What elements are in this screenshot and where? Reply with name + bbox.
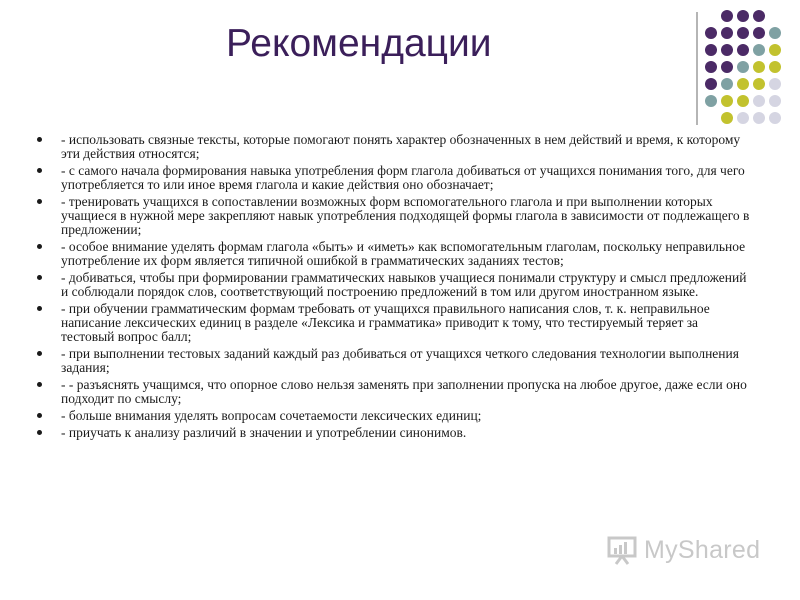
recommendation-list (36, 133, 752, 443)
list-item (36, 133, 752, 161)
decorative-dot (737, 44, 749, 56)
bullet-icon (37, 275, 42, 280)
list-item-text: - добиваться, чтобы при формировании грамматических навыков учащиеся понимали структуру и смысл предложений и соблюдали порядок слов, соответствующий построению предложений в том или другом иностранном языке. (61, 270, 747, 299)
list-item-text: - особое внимание уделять формам глагола «быть» и «иметь» как вспомогательным глаголам, поскольку неправильное употребление их форм является типичной ошибкой в грамматических заданиях тестов; (61, 239, 746, 268)
list-item (36, 409, 752, 423)
list-item-text: - при обучении грамматическим формам требовать от учащихся правильного написания слов, т. к. неправильное написание лексических единиц в разделе «Лексика и грамматика» приводит к тому, что тестируемый теряет за тестовый вопрос балл; (61, 301, 710, 344)
bullet-icon (37, 382, 42, 387)
decorative-dot (721, 78, 733, 90)
decorative-dot (737, 95, 749, 107)
list-item (36, 347, 752, 375)
list-item-text: - с самого начала формирования навыка употребления форм глагола добиваться от учащихся понимания того, для чего употребляется то или иное время глагола и какие действия оно обозначает; (61, 163, 745, 192)
decorative-dot (737, 61, 749, 73)
decorative-dot (753, 78, 765, 90)
decorative-dot (705, 61, 717, 73)
decorative-dot (705, 44, 717, 56)
decorative-dot (721, 95, 733, 107)
decorative-dot (769, 10, 781, 22)
decorative-dot (753, 61, 765, 73)
bullet-icon (37, 137, 42, 142)
decorative-dot (753, 27, 765, 39)
list-item (36, 426, 752, 440)
list-item-text: - тренировать учащихся в сопоставлении возможных форм вспомогательного глагола и при выполнении которых учащиеся в нужной мере закрепляют навык употребления подходящей формы глагола в зависимости от подлежащего в предложении; (61, 194, 750, 237)
decorative-dot (705, 95, 717, 107)
decorative-dot (705, 112, 717, 124)
decorative-dot (753, 95, 765, 107)
list-item (36, 302, 752, 344)
myshared-watermark (606, 535, 760, 565)
decorative-dot-grid (705, 10, 781, 124)
list-item-text: - - разъяснять учащимся, что опорное слово нельзя заменять при заполнении пропуска на любое другое, даже если оно подходит по смыслу; (61, 377, 747, 406)
decorative-dot (721, 61, 733, 73)
decorative-dot (705, 10, 717, 22)
decorative-dot (737, 27, 749, 39)
decorative-dot (721, 10, 733, 22)
decorative-dot (737, 10, 749, 22)
list-item (36, 164, 752, 192)
bullet-icon (37, 430, 42, 435)
list-item-text: - приучать к анализу различий в значении и употреблении синонимов. (61, 425, 467, 440)
decorative-dot (769, 61, 781, 73)
title-divider-line (696, 12, 698, 125)
bullet-icon (37, 351, 42, 356)
decorative-dot (769, 112, 781, 124)
decorative-dot (737, 112, 749, 124)
bullet-icon (37, 413, 42, 418)
presentation-board-icon (606, 535, 638, 565)
watermark-text: MyShared (644, 535, 761, 564)
bullet-icon (37, 199, 42, 204)
list-item-text: - использовать связные тексты, которые помогают понять характер обозначенных в нем действий и время, к которому эти действия относятся; (61, 132, 741, 161)
bullet-icon (37, 244, 42, 249)
bullet-icon (37, 306, 42, 311)
decorative-dot (721, 44, 733, 56)
list-item (36, 195, 752, 237)
decorative-dot (769, 27, 781, 39)
decorative-dot (737, 78, 749, 90)
slide-title: Рекомендации (226, 22, 492, 65)
decorative-dot (769, 44, 781, 56)
list-item-text: - при выполнении тестовых заданий каждый раз добиваться от учащихся четкого следования технологии выполнения задания; (61, 346, 739, 375)
list-item (36, 240, 752, 268)
decorative-dot (721, 112, 733, 124)
decorative-dot (705, 27, 717, 39)
decorative-dot (753, 10, 765, 22)
decorative-dot (753, 44, 765, 56)
decorative-dot (753, 112, 765, 124)
list-item (36, 271, 752, 299)
decorative-dot (705, 78, 717, 90)
bullet-icon (37, 168, 42, 173)
list-item (36, 378, 752, 406)
decorative-dot (721, 27, 733, 39)
decorative-dot (769, 78, 781, 90)
decorative-dot (769, 95, 781, 107)
list-item-text: - больше внимания уделять вопросам сочетаемости лексических единиц; (61, 408, 482, 423)
